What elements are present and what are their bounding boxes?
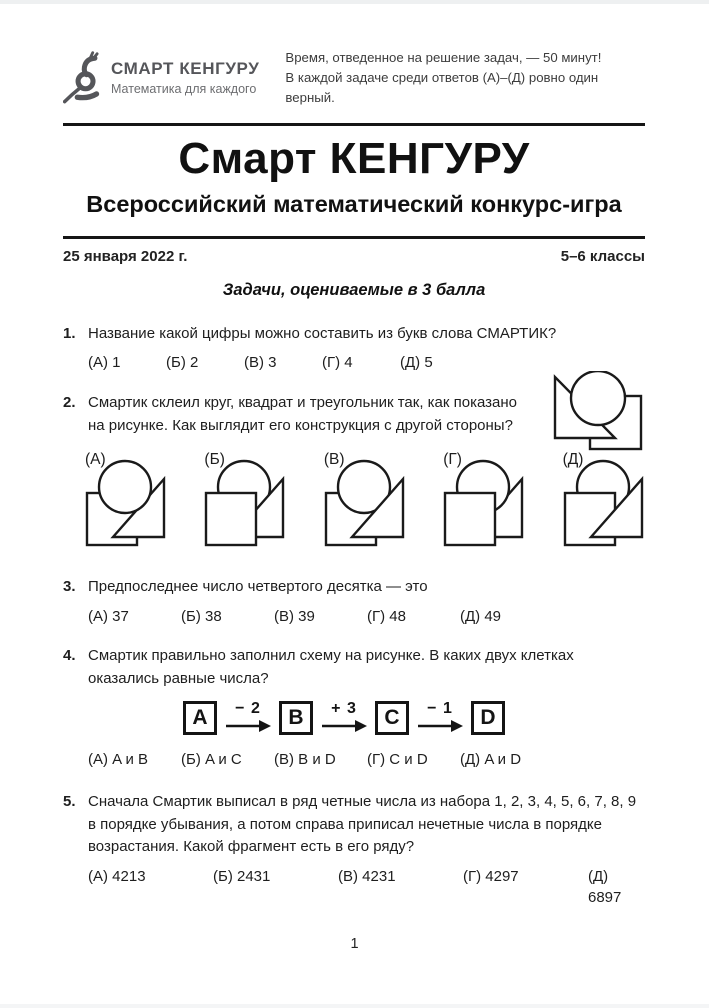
answer-figure-d bbox=[563, 451, 645, 548]
diagram-step-3 bbox=[417, 700, 463, 735]
answer-option: (В) 39 bbox=[274, 607, 315, 625]
answer-option: (Д) 49 bbox=[460, 607, 502, 625]
logo-title: СМАРТ КЕНГУРУ bbox=[111, 59, 260, 79]
answer-option: (Б) A и C bbox=[181, 751, 242, 769]
header-instructions bbox=[285, 48, 645, 107]
smart-kangaroo-logo bbox=[63, 50, 259, 106]
answer-option: (А) 4213 bbox=[88, 867, 146, 885]
question-2-answers bbox=[85, 451, 645, 548]
question-5-answers bbox=[88, 866, 645, 910]
answer-option: (Д) 6897 bbox=[588, 867, 622, 907]
page-edge-bottom bbox=[0, 1004, 709, 1008]
answer-option: (В) B и D bbox=[274, 751, 336, 769]
diagram-step-1 bbox=[225, 700, 271, 735]
square-shape bbox=[445, 493, 495, 545]
page-edge-top bbox=[0, 0, 709, 4]
question-2-text: Смартик склеил круг, квадрат и треугольник так, как показано на рисунке. Как выглядит его конструкция с другой стороны? bbox=[88, 394, 517, 434]
construction-variant-figure bbox=[85, 457, 168, 547]
question-3 bbox=[63, 576, 645, 627]
answer-option: (Б) 2 bbox=[166, 354, 199, 372]
answer-label: (Г) bbox=[443, 451, 462, 469]
arrow-right-icon bbox=[321, 719, 367, 733]
answer-label: (В) bbox=[323, 451, 345, 469]
question-4-number: 4. bbox=[63, 647, 76, 665]
answer-option: (А) 37 bbox=[88, 607, 129, 625]
question-1 bbox=[63, 323, 645, 374]
header bbox=[63, 48, 645, 107]
exam-date: 25 января 2022 г. bbox=[63, 247, 188, 265]
page-subtitle: Всероссийский математический конкурс-игра bbox=[86, 190, 622, 217]
question-5-text: Сначала Смартик выписал в ряд четные числа из набора 1, 2, 3, 4, 5, 6, 7, 8, 9 в порядке убывания, а потом справа приписал нечетные числа в порядке возрастания. Какой фрагмент есть в его ряду? bbox=[88, 793, 637, 856]
answer-label: (Б) bbox=[204, 451, 225, 469]
question-3-answers bbox=[88, 606, 645, 628]
answer-figure-v bbox=[324, 451, 406, 548]
answer-option: (А) A и B bbox=[88, 751, 149, 769]
answer-option: (Г) 4297 bbox=[463, 867, 519, 885]
question-4 bbox=[63, 645, 645, 771]
question-2-number: 2. bbox=[63, 394, 76, 412]
diagram-box-d: D bbox=[471, 701, 505, 735]
operation-label: + 3 bbox=[331, 700, 357, 718]
answer-option: (Г) 48 bbox=[367, 607, 406, 625]
question-4-text: Смартик правильно заполнил схему на рисунке. В каких двух клетках оказались равные числа? bbox=[88, 647, 574, 687]
logo-subtitle: Математика для каждого bbox=[111, 82, 257, 97]
divider-title bbox=[63, 236, 645, 239]
question-5 bbox=[63, 791, 645, 909]
answer-label: (А) bbox=[85, 451, 106, 469]
kangaroo-logo-icon bbox=[63, 50, 107, 106]
question-3-text: Предпоследнее число четвертого десятка — это bbox=[88, 578, 428, 596]
operation-label: − 2 bbox=[235, 700, 261, 718]
answer-option: (Б) 38 bbox=[181, 607, 222, 625]
instruction-time: Время, отведенное на решение задач, — 50 минут! bbox=[285, 50, 602, 65]
operation-label: − 1 bbox=[427, 700, 453, 718]
meta-row bbox=[63, 248, 645, 265]
answer-figure-g bbox=[443, 451, 525, 548]
construction-variant-figure bbox=[324, 457, 407, 547]
arrow-right-icon bbox=[225, 719, 271, 733]
instruction-answers: В каждой задаче среди ответов (А)–(Д) ровно один верный. bbox=[285, 69, 599, 105]
answer-option: (Д) A и D bbox=[460, 751, 522, 769]
construction-variant-figure bbox=[443, 457, 526, 547]
grade-range: 5–6 классы bbox=[560, 247, 645, 265]
question-2 bbox=[63, 392, 645, 548]
question-4-answers bbox=[88, 749, 645, 771]
diagram-box-b: B bbox=[279, 701, 313, 735]
divider-top bbox=[63, 123, 645, 126]
question-1-text: Название какой цифры можно составить из букв слова СМАРТИК? bbox=[88, 324, 557, 342]
answer-label: (Д) bbox=[562, 451, 584, 469]
logo-text bbox=[111, 59, 259, 96]
answer-option: (В) 3 bbox=[244, 354, 277, 372]
answer-option: (А) 1 bbox=[88, 354, 121, 372]
diagram-box-a: A bbox=[183, 701, 217, 735]
square-shape bbox=[206, 493, 256, 545]
answer-option: (Б) 2431 bbox=[213, 867, 271, 885]
question-1-number: 1. bbox=[63, 324, 76, 342]
answer-option: (Г) C и D bbox=[367, 751, 428, 769]
flow-diagram bbox=[63, 700, 645, 735]
answer-figure-a bbox=[85, 451, 167, 548]
answer-option: (Г) 4 bbox=[322, 354, 353, 372]
answer-option: (В) 4231 bbox=[338, 867, 396, 885]
diagram-step-2 bbox=[321, 700, 367, 735]
arrow-right-icon bbox=[417, 719, 463, 733]
answer-option: (Д) 5 bbox=[400, 354, 433, 372]
page-title: Смарт КЕНГУРУ bbox=[178, 134, 530, 184]
section-title: Задачи, оцениваемые в 3 балла bbox=[222, 280, 486, 299]
construction-variant-figure bbox=[563, 457, 646, 547]
diagram-box-c: C bbox=[375, 701, 409, 735]
circle-shape bbox=[571, 371, 625, 425]
page-number: 1 bbox=[350, 936, 359, 952]
construction-figure bbox=[550, 371, 647, 455]
circle-shape bbox=[99, 461, 151, 513]
question-3-number: 3. bbox=[63, 578, 76, 596]
question-5-number: 5. bbox=[63, 793, 76, 811]
answer-figure-b bbox=[204, 451, 286, 548]
construction-variant-figure bbox=[204, 457, 287, 547]
